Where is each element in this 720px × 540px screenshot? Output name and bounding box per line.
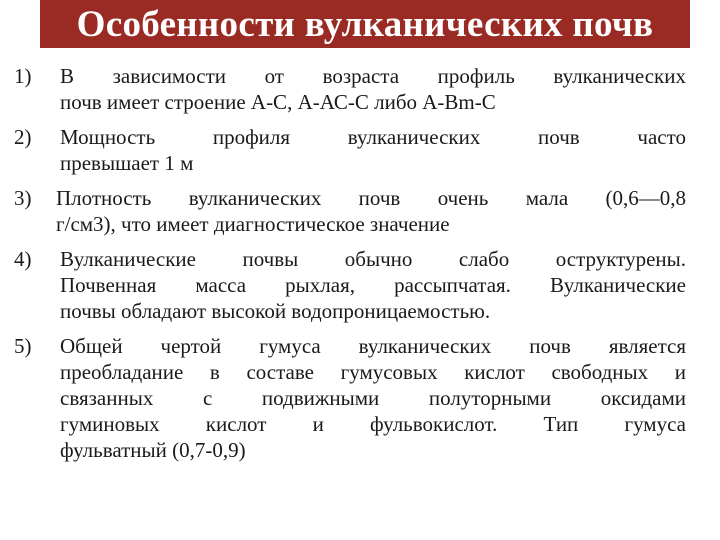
item-text bbox=[56, 185, 686, 237]
text-line: гуминовых кислот и фульвокислот. Тип гумуса bbox=[60, 412, 686, 436]
item-number: 4) bbox=[14, 247, 32, 271]
text-line: фульватный (0,7-0,9) bbox=[60, 438, 246, 462]
text-line: связанных с подвижными полуторными оксидами bbox=[60, 386, 686, 410]
text-line: превышает 1 м bbox=[60, 151, 194, 175]
item-number: 2) bbox=[14, 125, 32, 149]
feature-list bbox=[14, 63, 686, 463]
item-number: 3) bbox=[14, 186, 32, 210]
list-item-4 bbox=[14, 246, 686, 324]
text-line: г/см3), что имеет диагностическое значение bbox=[56, 212, 450, 236]
item-number: 1) bbox=[14, 64, 32, 88]
title-banner bbox=[40, 0, 690, 48]
text-line: Общей чертой гумуса вулканических почв является bbox=[60, 334, 686, 358]
list-item-3 bbox=[14, 185, 686, 237]
text-line: Вулканические почвы обычно слабо оструктурены. bbox=[60, 247, 686, 271]
list-item-2 bbox=[14, 124, 686, 176]
item-text bbox=[60, 246, 686, 324]
text-line: Мощность профиля вулканических почв часто bbox=[60, 125, 686, 149]
item-number: 5) bbox=[14, 334, 32, 358]
item-text bbox=[60, 333, 686, 463]
text-line: почвы обладают высокой водопроницаемостью. bbox=[60, 299, 491, 323]
item-text bbox=[60, 63, 686, 115]
list-item-5 bbox=[14, 333, 686, 463]
text-line: почв имеет строение А-С, А-АС-С либо А-Bm-C bbox=[60, 90, 496, 114]
list-item-1 bbox=[14, 63, 686, 115]
text-line: Почвенная масса рыхлая, рассыпчатая. Вулканические bbox=[60, 273, 686, 297]
slide-title: Особенности вулканических почв bbox=[76, 3, 654, 45]
text-line: Плотность вулканических почв очень мала (0,6—0,8 bbox=[56, 186, 686, 210]
item-text bbox=[60, 124, 686, 176]
text-line: В зависимости от возраста профиль вулканических bbox=[60, 64, 686, 88]
text-line: преобладание в составе гумусовых кислот свободных и bbox=[60, 360, 686, 384]
